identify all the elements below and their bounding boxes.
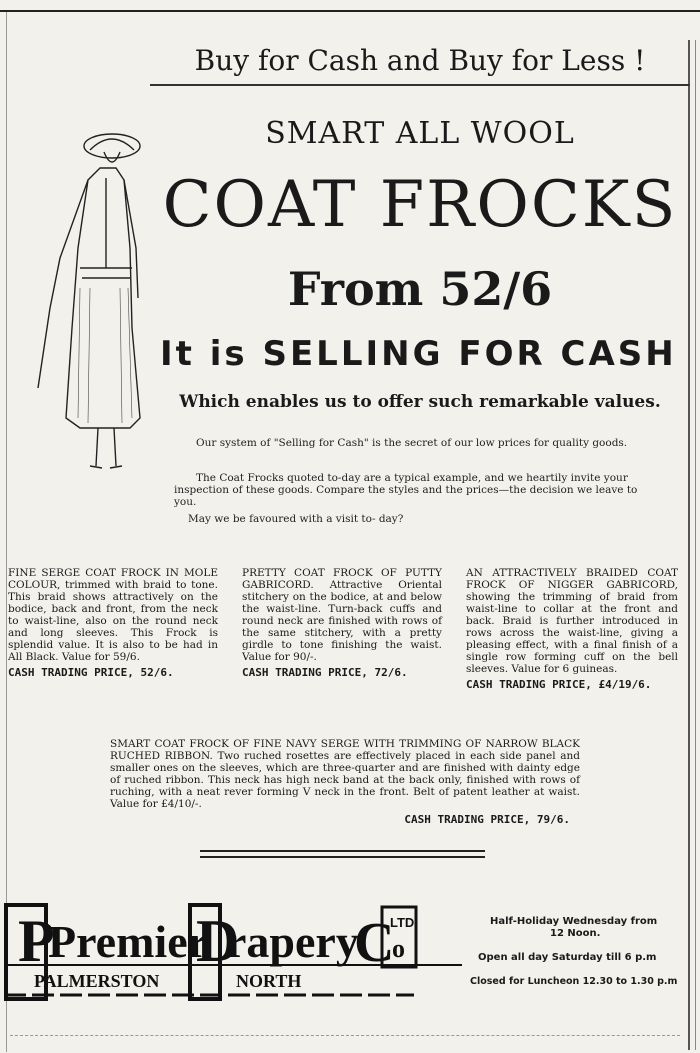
tagline: Buy for Cash and Buy for Less ! — [194, 44, 646, 77]
logo-ltd: LTD — [390, 915, 415, 930]
store-hours — [470, 916, 690, 988]
frock-price: CASH TRADING PRICE, 79/6. — [404, 813, 570, 826]
headline-smart-all-wool: SMART ALL WOOL — [265, 116, 575, 151]
frock-price: CASH TRADING PRICE, 72/6. — [242, 666, 408, 679]
intro-paragraph-1: Our system of "Selling for Cash" is the secret of our low prices for quality goods. — [196, 437, 628, 449]
frock-listing-navy — [110, 738, 580, 826]
headline-remarkable-values: Which enables us to offer such remarkable values. — [179, 392, 661, 412]
top-border-rule — [0, 10, 700, 12]
right-border-rule-inner — [695, 40, 696, 1050]
hours-line: Open all day Saturday till 6 p.m — [478, 952, 657, 963]
intro-paragraph-2: The Coat Frocks quoted to-day are a typical example, and we heartily invite your inspection of these goods. Compare the styles and the prices—the decision we leave to you. — [174, 472, 638, 508]
frock-description: FINE SERGE COAT FROCK IN MOLE COLOUR, trimmed with braid to tone. This braid shows attractively on the bodice, back and front, from the neck to waist-line, also on the round neck and long sleeves. This Frock is splendid value. It is also to be had in All Black. Value for 59/6. — [8, 567, 218, 663]
bottom-dashed-rule — [10, 1035, 680, 1037]
tagline-underline — [150, 84, 690, 86]
frock-price: CASH TRADING PRICE, 52/6. — [8, 666, 174, 679]
logo-text-premier: Premier — [48, 916, 209, 967]
logo-town-north: NORTH — [236, 971, 302, 991]
logo-town-palmerston: PALMERSTON — [34, 971, 160, 991]
frock-listing-putty — [242, 567, 442, 679]
hours-line: Closed for Luncheon 12.30 to 1.30 p.m — [470, 976, 678, 987]
logo-letter-d: D — [196, 908, 240, 974]
headline-coat-frocks: COAT FROCKS — [162, 168, 678, 242]
frock-description: PRETTY COAT FROCK OF PUTTY GABRICORD. Attractive Oriental stitchery on the bodice, at and below the waist-line. Turn-back cuffs and round neck are finished with rows of the same stitchery, with a pretty girdle to tone finishing the waist. Value for 90/-. — [242, 567, 442, 663]
logo-letter-o: o — [392, 934, 405, 963]
divider-rule-top — [200, 850, 485, 852]
frock-price: CASH TRADING PRICE, £4/19/6. — [466, 678, 652, 691]
frock-description: AN ATTRACTIVELY BRAIDED COAT FROCK OF NIGGER GABRICORD, showing the trimming of braid from waist-line to collar at the front and back. Braid is further introduced in rows across the waist-line, giving a pleasing effect, with a final finish of a single row forming cuff on the bell sleeves. Value for 6 guineas. — [466, 567, 678, 675]
logo-letter-c: C — [354, 912, 395, 974]
headline-price-from: From 52/6 — [287, 262, 553, 316]
headline-selling-for-cash: It is SELLING FOR CASH — [160, 334, 677, 374]
logo-text-rapery: rapery — [226, 916, 359, 967]
premier-drapery-logo — [4, 895, 462, 1003]
coat-frock-illustration — [20, 128, 170, 478]
logo-letter-p: P — [18, 908, 55, 974]
frock-listing-serge — [8, 567, 218, 679]
hours-line: Half-Holiday Wednesday from — [490, 916, 658, 927]
frock-listing-nigger — [466, 567, 678, 691]
divider-rule-bottom — [200, 856, 485, 858]
intro-paragraph-3: May we be favoured with a visit to- day? — [188, 513, 404, 525]
frock-description: SMART COAT FROCK OF FINE NAVY SERGE WITH TRIMMING OF NARROW BLACK RUCHED RIBBON. Two ruched rosettes are effectively placed in each side panel and smaller ones on the sleeves, which are three-quarter and are finished with dainty edge of ruched ribbon. This neck has high neck band at the back only, finished with rows of ruching, with a neat rever forming V neck in the front. Belt of patent leather at waist. Value for £4/10/-. — [110, 738, 580, 810]
hours-line: 12 Noon. — [550, 928, 601, 939]
